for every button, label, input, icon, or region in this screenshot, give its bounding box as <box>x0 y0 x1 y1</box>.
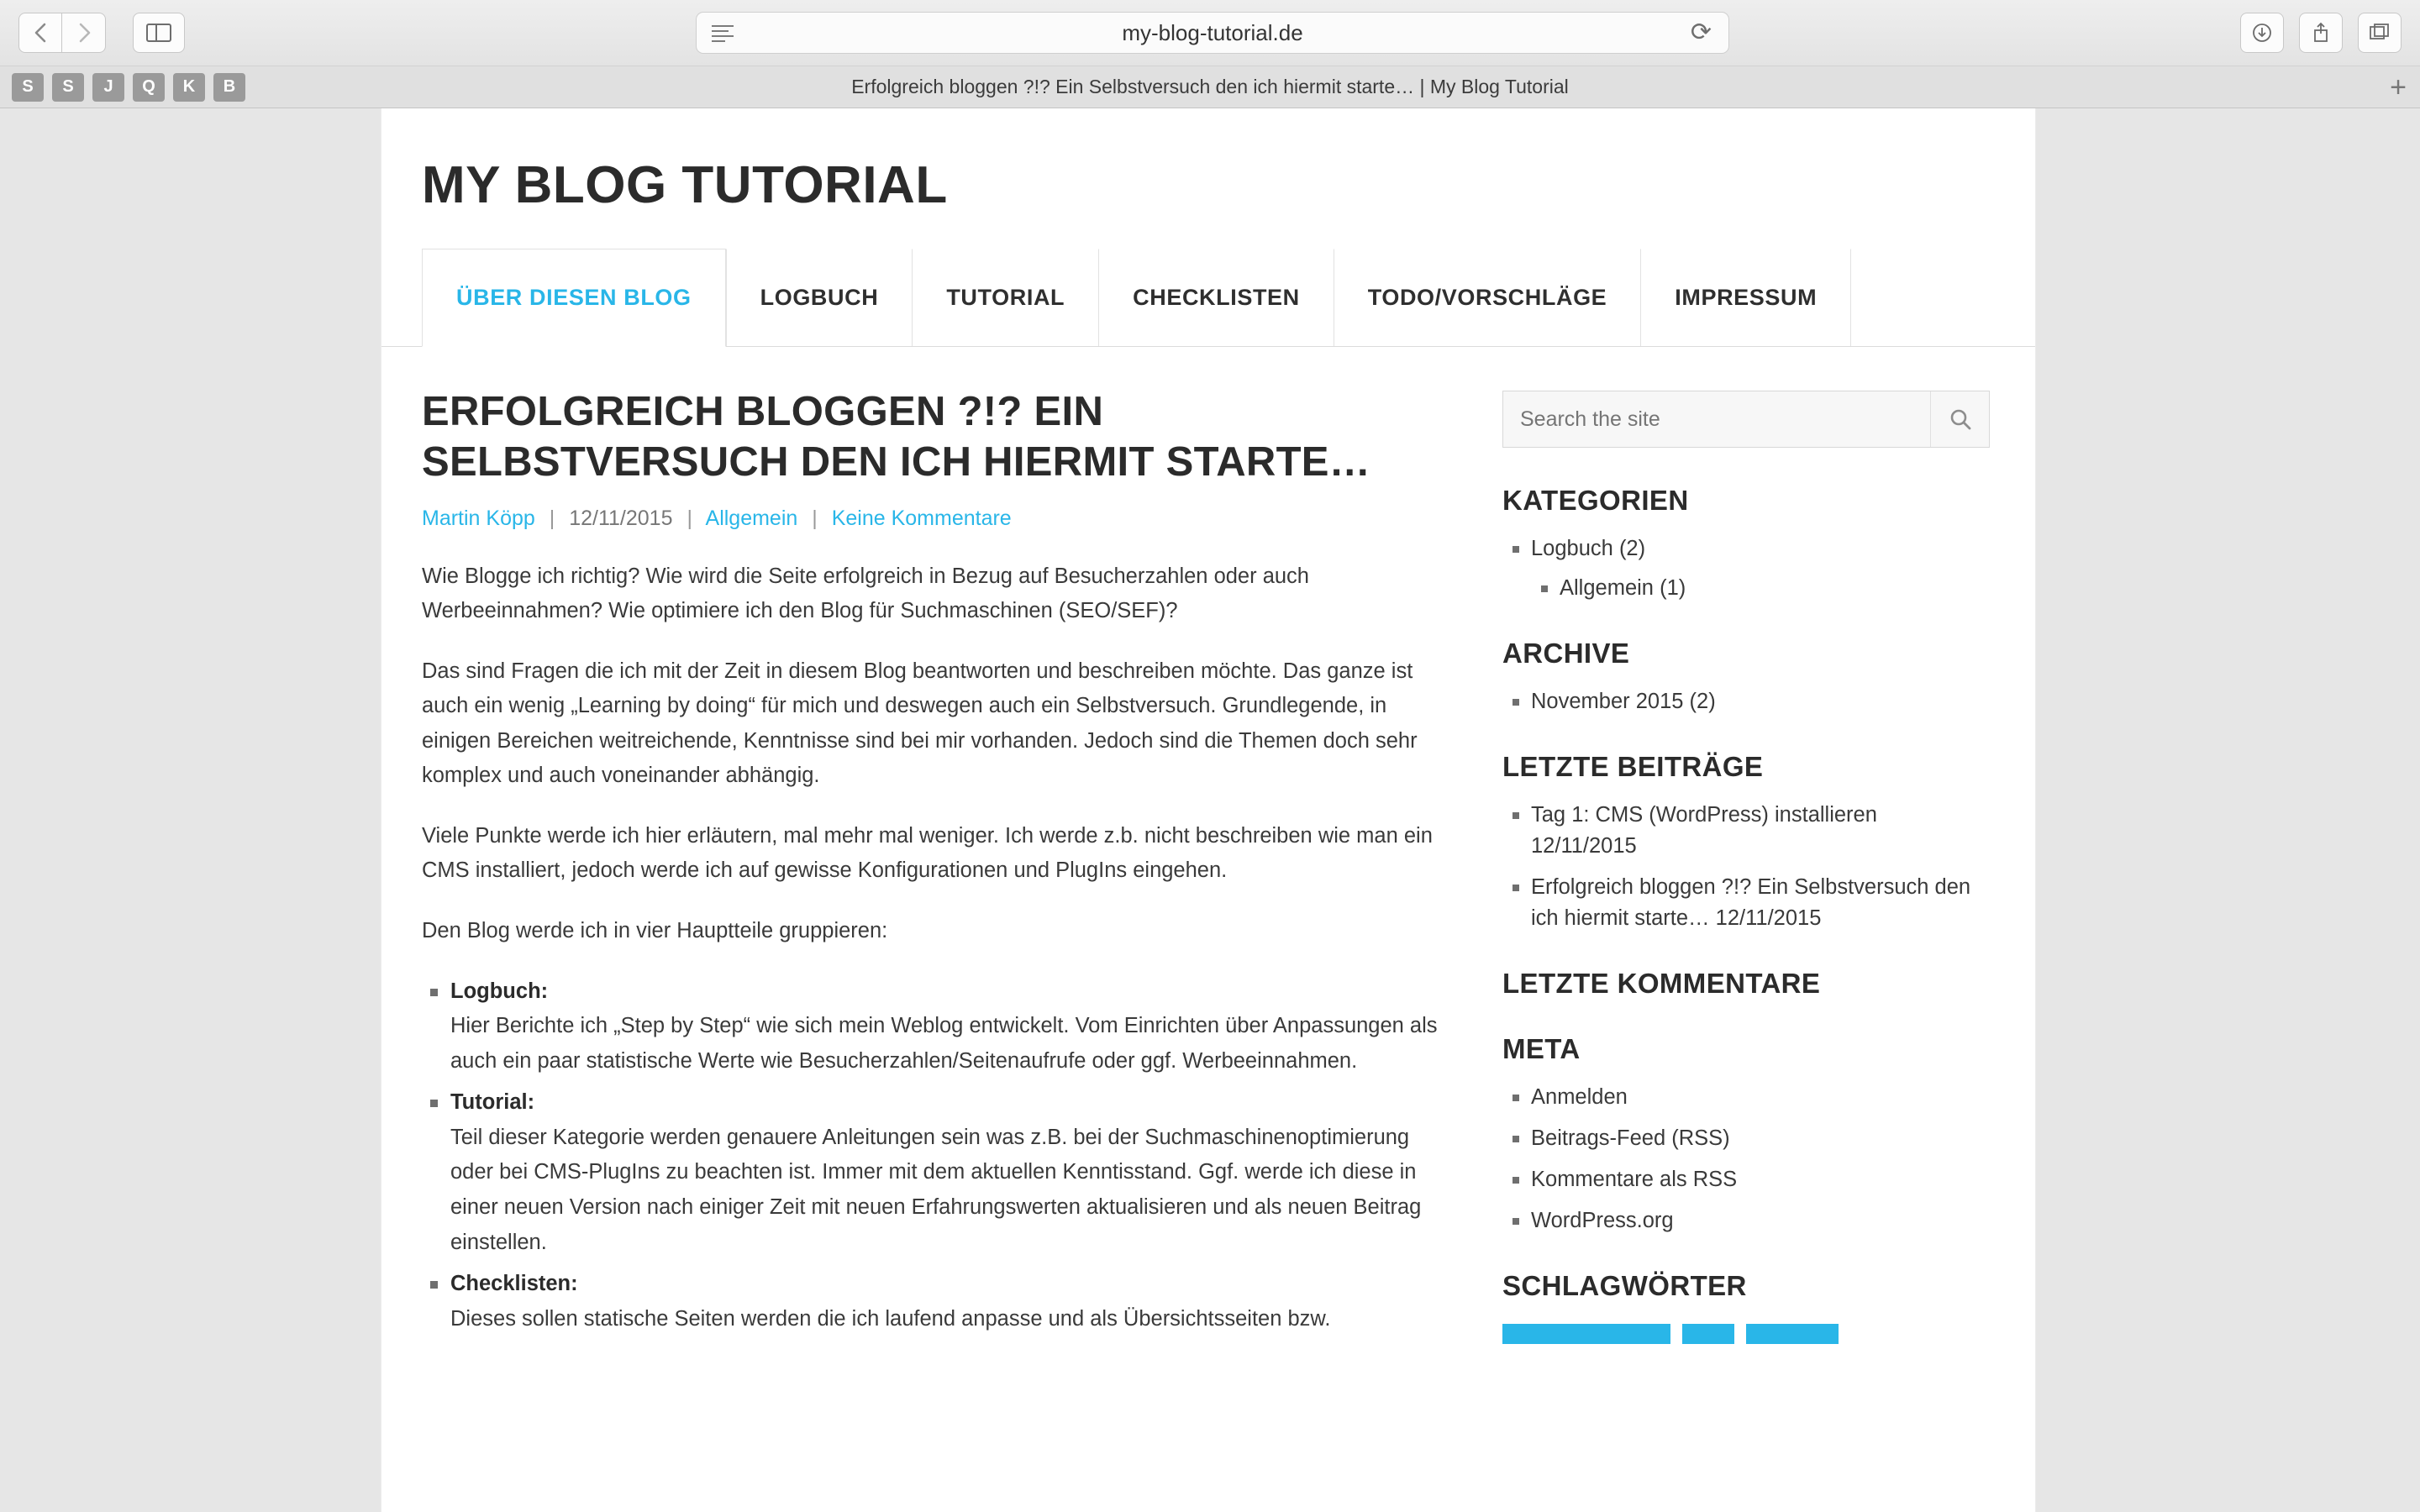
widget-title: LETZTE BEITRÄGE <box>1502 750 1764 782</box>
tag-cloud <box>1502 1319 1990 1344</box>
browser-toolbar <box>0 0 2420 66</box>
list-item <box>450 1085 1455 1260</box>
toolbar-right-buttons <box>2240 13 2402 53</box>
widget-title: LETZTE KOMMENTARE <box>1502 967 1821 999</box>
share-icon <box>2312 22 2330 44</box>
meta-separator: | <box>549 506 555 530</box>
list-item <box>1531 800 1990 862</box>
group-label: Tutorial: <box>450 1090 535 1115</box>
recent-post-date: 12/11/2015 <box>1715 906 1822 930</box>
favorite-item[interactable]: B <box>213 73 245 102</box>
tag-item[interactable] <box>1682 1324 1734 1344</box>
favorite-item[interactable]: K <box>173 73 205 102</box>
list-item <box>1531 1123 1990 1154</box>
sidebar-toggle-button[interactable] <box>133 13 185 53</box>
list-item <box>1531 1205 1990 1236</box>
list-item <box>1531 1164 1990 1195</box>
widget-archive <box>1502 638 1990 717</box>
active-tab-title: Erfolgreich bloggen ?!? Ein Selbstversuch den ich hiermit starte… | My Blog Tutorial <box>851 76 1569 97</box>
tag-item[interactable] <box>1502 1324 1670 1344</box>
nav-item-logbuch[interactable]: LOGBUCH <box>726 249 913 346</box>
widget-title: SCHLAGWÖRTER <box>1502 1269 1747 1301</box>
browser-chrome <box>0 0 2420 108</box>
list-item <box>1531 686 1990 717</box>
post-comments-link[interactable]: Keine Kommentare <box>831 506 1012 530</box>
post-author-link[interactable]: Martin Köpp <box>422 506 535 530</box>
url-bar-container <box>197 12 2228 54</box>
list-item <box>450 974 1455 1079</box>
address-bar[interactable] <box>696 12 1729 54</box>
downloads-button[interactable] <box>2240 13 2284 53</box>
list-item <box>450 1267 1455 1336</box>
reader-view-icon[interactable] <box>712 25 734 40</box>
list-item <box>1560 573 1990 604</box>
chevron-left-icon <box>33 21 48 45</box>
recent-post-date: 12/11/2015 <box>1531 833 1637 858</box>
group-text: Teil dieser Kategorie werden genauere Anleitungen sein was z.B. bei der Suchmaschinenoptimierung oder bei CMS-PlugIns zu beachten ist. Immer mit dem aktuellen Kenntisstand. Ggf. werde ich diese in einer neuen Version nach einiger Zeit mit neuen Erfahrungswerten aktualisieren und als neuen Beitrag einstellen. <box>450 1125 1422 1254</box>
search-button[interactable] <box>1930 391 1989 447</box>
post-paragraph-2: Das sind Fragen die ich mit der Zeit in diesem Blog beantworten und beschreiben möchte. Das ganze ist auch ein wenig „Learning by doing“ für mich und deswegen auch ein Selbstversuch. Grundlegende, in einigen Bereichen weitreichende, Kenntnisse sind bei mir vorhanden. Jedoch sind die Themen doch sehr komplex und auch voneinander abhängig. <box>422 659 1418 788</box>
widget-kategorien <box>1502 485 1990 604</box>
forward-button[interactable] <box>62 13 106 53</box>
widget-letzte-kommentare <box>1502 968 1990 1000</box>
favorite-item[interactable]: S <box>12 73 44 102</box>
recent-post-link[interactable]: Erfolgreich bloggen ?!? Ein Selbstversuch den ich hiermit starte… <box>1531 874 1971 930</box>
group-label: Logbuch: <box>450 979 549 1003</box>
sidebar-toggle-icon <box>146 24 171 42</box>
blog-page <box>381 108 2036 1512</box>
page-content <box>381 347 2035 1378</box>
category-sublist <box>1531 573 1990 604</box>
meta-link-kommentare-rss[interactable]: Kommentare als RSS <box>1531 1167 1738 1191</box>
nav-item-todo-vorschlaege[interactable]: TODO/VORSCHLÄGE <box>1334 249 1641 346</box>
recent-posts-list <box>1502 800 1990 934</box>
meta-separator: | <box>687 506 692 530</box>
category-count: (2) <box>1618 537 1646 560</box>
archive-link[interactable]: November 2015 <box>1531 689 1684 713</box>
page-viewport <box>0 108 2420 1512</box>
meta-link-wordpress-org[interactable]: WordPress.org <box>1531 1208 1674 1232</box>
widget-schlagwoerter <box>1502 1270 1990 1344</box>
back-button[interactable] <box>18 13 62 53</box>
post-title: ERFOLGREICH BLOGGEN ?!? EIN SELBSTVERSUCH DEN ICH HIERMIT STARTE… <box>422 389 1371 485</box>
widget-title: META <box>1502 1032 1581 1064</box>
category-list <box>1502 533 1990 604</box>
meta-link-anmelden[interactable]: Anmelden <box>1531 1084 1628 1109</box>
post-paragraph-1: Wie Blogge ich richtig? Wie wird die Seite erfolgreich in Bezug auf Besucherzahlen oder auch Werbeeinnahmen? Wie optimiere ich den Blog für Suchmaschinen (SEO/SEF)? <box>422 564 1309 623</box>
favorite-item[interactable]: J <box>92 73 124 102</box>
new-tab-button[interactable]: + <box>2390 71 2407 103</box>
search-icon <box>1948 407 1973 432</box>
favorite-item[interactable]: S <box>52 73 84 102</box>
sidebar <box>1502 387 1990 1378</box>
post-paragraph-3: Viele Punkte werde ich hier erläutern, mal mehr mal weniger. Ich werde z.b. nicht beschreiben wie man ein CMS installiert, jedoch werde ich auf gewisse Konfigurationen und PlugIns eingehen. <box>422 823 1433 883</box>
tab-overview-icon <box>2370 24 2390 42</box>
category-link[interactable]: Allgemein <box>1560 575 1654 600</box>
group-text: Dieses sollen statische Seiten werden die ich laufend anpasse und als Übersichtsseiten bzw. <box>450 1306 1331 1331</box>
list-item <box>1531 1082 1990 1113</box>
nav-item-ueber-diesen-blog[interactable]: ÜBER DIESEN BLOG <box>422 249 726 347</box>
navigation-buttons <box>18 13 106 53</box>
nav-item-tutorial[interactable]: TUTORIAL <box>912 249 1098 346</box>
post-meta <box>422 507 1455 531</box>
group-label: Checklisten: <box>450 1272 578 1296</box>
favorite-item[interactable]: Q <box>133 73 165 102</box>
favorites-bar <box>0 73 245 102</box>
site-title: MY BLOG TUTORIAL <box>422 156 948 214</box>
chevron-right-icon <box>76 21 92 45</box>
meta-link-beitrags-feed[interactable]: Beitrags-Feed (RSS) <box>1531 1126 1730 1150</box>
main-navigation <box>381 249 2035 347</box>
share-button[interactable] <box>2299 13 2343 53</box>
widget-title: KATEGORIEN <box>1502 485 1689 516</box>
archive-list <box>1502 686 1990 717</box>
meta-separator: | <box>812 506 818 530</box>
url-text: my-blog-tutorial.de <box>1122 19 1303 45</box>
meta-list <box>1502 1082 1990 1236</box>
nav-item-checklisten[interactable]: CHECKLISTEN <box>1098 249 1334 346</box>
tab-strip <box>0 66 2420 108</box>
recent-post-link[interactable]: Tag 1: CMS (WordPress) installieren <box>1531 802 1877 827</box>
widget-letzte-beitraege <box>1502 751 1990 934</box>
post-paragraph-4: Den Blog werde ich in vier Hauptteile gruppieren: <box>422 919 888 943</box>
reload-icon[interactable]: ⟳ <box>1690 18 1712 46</box>
tag-item[interactable] <box>1746 1324 1839 1344</box>
list-item <box>1531 533 1990 604</box>
article <box>422 387 1455 1378</box>
list-item <box>1531 872 1990 934</box>
nav-item-impressum[interactable]: IMPRESSUM <box>1640 249 1851 346</box>
widget-meta <box>1502 1033 1990 1236</box>
archive-count: (2) <box>1689 689 1716 713</box>
search-input[interactable] <box>1503 407 1930 432</box>
tab-overview-button[interactable] <box>2358 13 2402 53</box>
post-group-list <box>422 974 1455 1337</box>
post-category-link[interactable]: Allgemein <box>705 506 798 530</box>
search-box[interactable] <box>1502 391 1990 448</box>
downloads-icon <box>2252 23 2272 43</box>
group-text: Hier Berichte ich „Step by Step“ wie sich mein Weblog entwickelt. Vom Einrichten über Anpassungen als auch ein paar statistische Werte wie Besucherzahlen/Seitenaufrufe oder ggf. Werbeeinnahmen. <box>450 1014 1438 1073</box>
category-count: (1) <box>1660 575 1686 600</box>
category-link[interactable]: Logbuch <box>1531 537 1613 560</box>
post-date: 12/11/2015 <box>569 506 673 530</box>
widget-title: ARCHIVE <box>1502 637 1630 669</box>
